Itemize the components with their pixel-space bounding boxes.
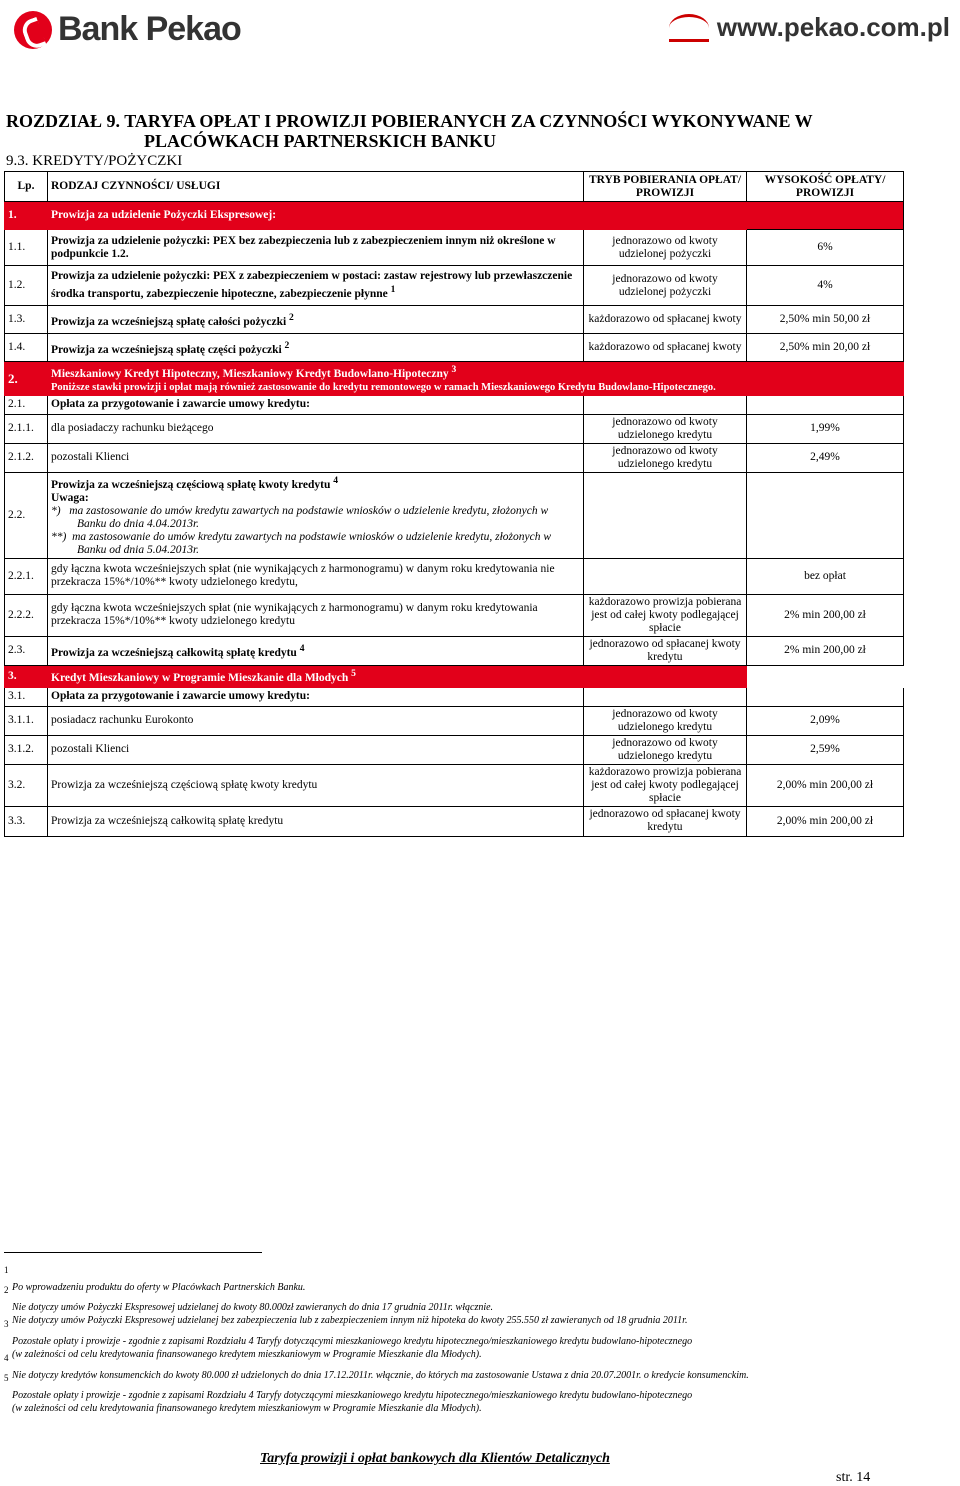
lp: 1.4. <box>5 334 48 362</box>
row-mode: jednorazowo od kwoty udzielonego kredytu <box>584 443 747 472</box>
sup: 5 <box>351 668 356 680</box>
table-row <box>5 636 904 665</box>
row-mode: każdorazowo od spłacanej kwoty <box>584 306 747 334</box>
text: Kredyt Mieszkaniowy w Programie Mieszkanie dla Młodych <box>51 672 349 685</box>
sup: 2 <box>284 339 290 351</box>
row-text: Prowizja za wcześniejszą całkowitą spłatę kredytu <box>48 806 584 836</box>
table-row <box>5 735 904 764</box>
lp: 2.2.2. <box>5 594 48 636</box>
row-mode: jednorazowo od kwoty udzielonego kredytu <box>584 735 747 764</box>
text: Prowizja za udzielenie pożyczki: PEX z zabezpieczeniem w postaci: zastaw rejestrowy lub przewłaszczenie środka transportu, zabezpieczenie hipoteczne, zabezpieczenie płynne <box>51 270 573 300</box>
fn-text: (w zależności od celu kredytowania finansowanego kredytem mieszkaniowym w Programie Mieszkanie dla Młodych). <box>12 1349 482 1361</box>
fn-num: 3 <box>4 1319 9 1329</box>
bank-name: Bank Pekao <box>58 10 241 48</box>
text: Prowizja za wcześniejszą częściową spłatę kwoty kredytu <box>51 478 331 491</box>
sup: 4 <box>299 642 305 654</box>
bank-logo <box>14 10 241 49</box>
n1c: Banku do dnia 4.04.2013r. <box>77 517 200 530</box>
lp: 2.1.1. <box>5 414 48 443</box>
sup: 3 <box>451 364 457 375</box>
table-row <box>5 764 904 806</box>
row-text: gdy łączna kwota wcześniejszych spłat (nie wynikających z harmonogramu) w danym roku kredytowania przekracza 15%*/10%** kwoty udzielonego kredytu <box>48 594 584 636</box>
row-fee: 2,09% <box>747 706 904 735</box>
n2a: **) <box>51 530 67 543</box>
row-mode: jednorazowo od kwoty udzielonej pożyczki <box>584 230 747 266</box>
row-fee: 1,99% <box>747 414 904 443</box>
fee-table <box>4 171 904 837</box>
table-row <box>5 443 904 472</box>
n2c: Banku od dnia 5.04.2013r. <box>77 543 200 556</box>
table-row <box>5 266 904 306</box>
row-fee: 2,59% <box>747 735 904 764</box>
footnote-5 <box>4 1372 692 1415</box>
lp: 2.3. <box>5 636 48 665</box>
section-text <box>48 362 904 396</box>
row-text: Opłata za przygotowanie i zawarcie umowy kredytu: <box>48 395 584 414</box>
row-mode: każdorazowo prowizja pobierana jest od całej kwoty podlegającej spłacie <box>584 764 747 806</box>
col-name: RODZAJ CZYNNOŚCI/ USŁUGI <box>48 172 584 202</box>
row-fee: 2,50% min 50,00 zł <box>747 306 904 334</box>
footer-title: Taryfa prowizji i opłat bankowych dla Klientów Detalicznych <box>260 1451 610 1466</box>
lp: 3.3. <box>5 806 48 836</box>
row-text: Opłata za przygotowanie i zawarcie umowy kredytu: <box>48 687 584 706</box>
row-text: gdy łączna kwota wcześniejszych spłat (nie wynikających z harmonogramu) w danym roku kredytowania nie przekracza 15%*/10%** kwoty udzielonego kredytu, <box>48 558 584 594</box>
fn-text: Nie dotyczy umów Pożyczki Ekspresowej udzielanej bez zabezpieczenia lub z zabezpieczeniem innym niż hipoteka do kwoty 255.550 zł zawieranych od 18 grudnia 2011r. <box>12 1315 688 1327</box>
fn-text: Po wprowadzeniu produktu do oferty w Placówkach Partnerskich Banku. <box>12 1282 306 1294</box>
site-url <box>669 12 950 43</box>
title-line-2: PLACÓWKACH PARTNERSKICH BANKU <box>144 131 497 151</box>
row-fee: 2% min 200,00 zł <box>747 594 904 636</box>
sup: 2 <box>289 311 294 323</box>
chapter-title <box>6 111 813 151</box>
table-row <box>5 472 904 558</box>
text: Prowizja za wcześniejszą spłatę całości pożyczki <box>51 315 287 328</box>
row-fee: 2,50% min 20,00 zł <box>747 334 904 362</box>
n2b: ma zastosowanie do umów kredytu zawartych na podstawie wniosków o udzielenie kredytu, złożonych w <box>72 530 552 543</box>
row-fee: 2,00% min 200,00 zł <box>747 764 904 806</box>
lp: 2.1. <box>5 395 48 414</box>
col-fee: WYSOKOŚĆ OPŁATY/ PROWIZJI <box>747 172 904 202</box>
section-row-2 <box>5 362 904 396</box>
title-line-1: ROZDZIAŁ 9. TARYFA OPŁAT I PROWIZJI POBIERANYCH ZA CZYNNOŚCI WYKONYWANE W <box>6 111 813 131</box>
lp: 3.1.1. <box>5 706 48 735</box>
fn-num: 4 <box>4 1353 9 1363</box>
row-text <box>48 636 584 665</box>
fn-text: Nie dotyczy kredytów konsumenckich do kwoty 80.000 zł udzielonych do dnia 17.12.2011r. włącznie, do których ma zastosowanie Ustawa z dnia 20.07.2001r. o kredycie konsumenckim. <box>12 1370 749 1382</box>
col-lp: Lp. <box>5 172 48 202</box>
row-fee: 2% min 200,00 zł <box>747 636 904 665</box>
row-mode: każdorazowo od spłacanej kwoty <box>584 334 747 362</box>
row-mode: każdorazowo prowizja pobierana jest od całej kwoty podlegającej spłacie <box>584 594 747 636</box>
url-text: www.pekao.com.pl <box>716 12 950 42</box>
row-text: pozostali Klienci <box>48 735 584 764</box>
lp: 3. <box>5 665 48 687</box>
table-row <box>5 558 904 594</box>
row-mode: jednorazowo od kwoty udzielonego kredytu <box>584 706 747 735</box>
section-text <box>48 665 747 687</box>
table-row <box>5 230 904 266</box>
fn-num: 1 <box>4 1265 9 1275</box>
table-row <box>5 414 904 443</box>
n1b: ma zastosowanie do umów kredytu zawartych na podstawie wniosków o udzielenie kredytu, złożonych w <box>69 504 549 517</box>
fn-text: Nie dotyczy umów Pożyczki Ekspresowej udzielanej do kwoty 80.000zł zawieranych do dnia 17 grudnia 2011r. włącznie. <box>12 1302 494 1314</box>
table-row <box>5 706 904 735</box>
uwaga: Uwaga: <box>51 491 89 504</box>
lp: 1. <box>5 202 48 230</box>
row-mode: jednorazowo od spłacanej kwoty kredytu <box>584 806 747 836</box>
pekao-logo-icon <box>14 11 52 49</box>
n1a: *) <box>51 504 61 517</box>
lp: 2. <box>5 362 48 396</box>
row-mode: jednorazowo od kwoty udzielonej pożyczki <box>584 266 747 306</box>
row-fee: bez opłat <box>747 558 904 594</box>
table-row <box>5 687 904 706</box>
row-text: Prowizja za wcześniejszą częściową spłatę kwoty kredytu <box>48 764 584 806</box>
lp: 2.2.1. <box>5 558 48 594</box>
text: Prowizja za wcześniejszą spłatę części pożyczki <box>51 343 282 356</box>
row-text: pozostali Klienci <box>48 443 584 472</box>
lp: 1.2. <box>5 266 48 306</box>
row-text <box>48 306 584 334</box>
table-row <box>5 806 904 836</box>
lp: 1.3. <box>5 306 48 334</box>
row-text: dla posiadaczy rachunku bieżącego <box>48 414 584 443</box>
lp: 3.2. <box>5 764 48 806</box>
col-mode: TRYB POBIERANIA OPŁAT/ PROWIZJI <box>584 172 747 202</box>
section-title: 9.3. KREDYTY/POŻYCZKI <box>6 153 183 169</box>
section-row-3 <box>5 665 904 687</box>
note: Poniższe stawki prowizji i opłat mają również zastosowanie do kredytu remontowego w ramach Mieszkaniowego Kredytu Budowlano-Hipotecznego. <box>51 381 716 393</box>
row-text: posiadacz rachunku Eurokonto <box>48 706 584 735</box>
row-fee: 4% <box>747 266 904 306</box>
row-text <box>48 266 584 306</box>
text: Mieszkaniowy Kredyt Hipoteczny, Mieszkaniowy Kredyt Budowlano-Hipoteczny <box>51 367 449 380</box>
section-row-1 <box>5 202 904 230</box>
table-row <box>5 594 904 636</box>
section-text: Prowizja za udzielenie Pożyczki Ekspresowej: <box>48 202 747 230</box>
fn-text: Pozostałe opłaty i prowizje - zgodnie z zapisami Rozdziału 4 Taryfy dotyczącymi mieszkaniowego kredytu hipotecznego/mieszkaniowego kredytu budowlano-hipotecznego <box>12 1390 693 1402</box>
bison-icon <box>669 14 709 42</box>
row-text <box>48 472 584 558</box>
lp: 1.1. <box>5 230 48 266</box>
fn-num: 2 <box>4 1285 9 1295</box>
lp: 2.1.2. <box>5 443 48 472</box>
row-mode: jednorazowo od spłacanej kwoty kredytu <box>584 636 747 665</box>
row-fee: 6% <box>747 230 904 266</box>
row-text <box>48 334 584 362</box>
fn-text: (w zależności od celu kredytowania finansowanego kredytem mieszkaniowym w Programie Mieszkanie dla Młodych). <box>12 1403 482 1415</box>
table-row <box>5 395 904 414</box>
sup: 1 <box>390 284 396 296</box>
table-row <box>5 306 904 334</box>
table-header <box>5 172 904 202</box>
row-mode: jednorazowo od kwoty udzielonego kredytu <box>584 414 747 443</box>
text: Prowizja za wcześniejszą całkowitą spłatę kredytu <box>51 646 297 659</box>
row-text: Prowizja za udzielenie pożyczki: PEX bez zabezpieczenia lub z zabezpieczeniem innym niż określone w podpunkcie 1.2. <box>48 230 584 266</box>
row-fee: 2,00% min 200,00 zł <box>747 806 904 836</box>
footnote-divider <box>4 1252 262 1253</box>
fn-num: 5 <box>4 1373 9 1383</box>
fn-text: Pozostałe opłaty i prowizje - zgodnie z zapisami Rozdziału 4 Taryfy dotyczącymi mieszkaniowego kredytu hipotecznego/mieszkaniowego kredytu budowlano-hipotecznego <box>12 1336 693 1348</box>
sup: 4 <box>333 474 339 486</box>
row-fee: 2,49% <box>747 443 904 472</box>
lp: 3.1.2. <box>5 735 48 764</box>
page-number: str. 14 <box>836 1470 871 1485</box>
lp: 3.1. <box>5 687 48 706</box>
table-row <box>5 334 904 362</box>
lp: 2.2. <box>5 472 48 558</box>
